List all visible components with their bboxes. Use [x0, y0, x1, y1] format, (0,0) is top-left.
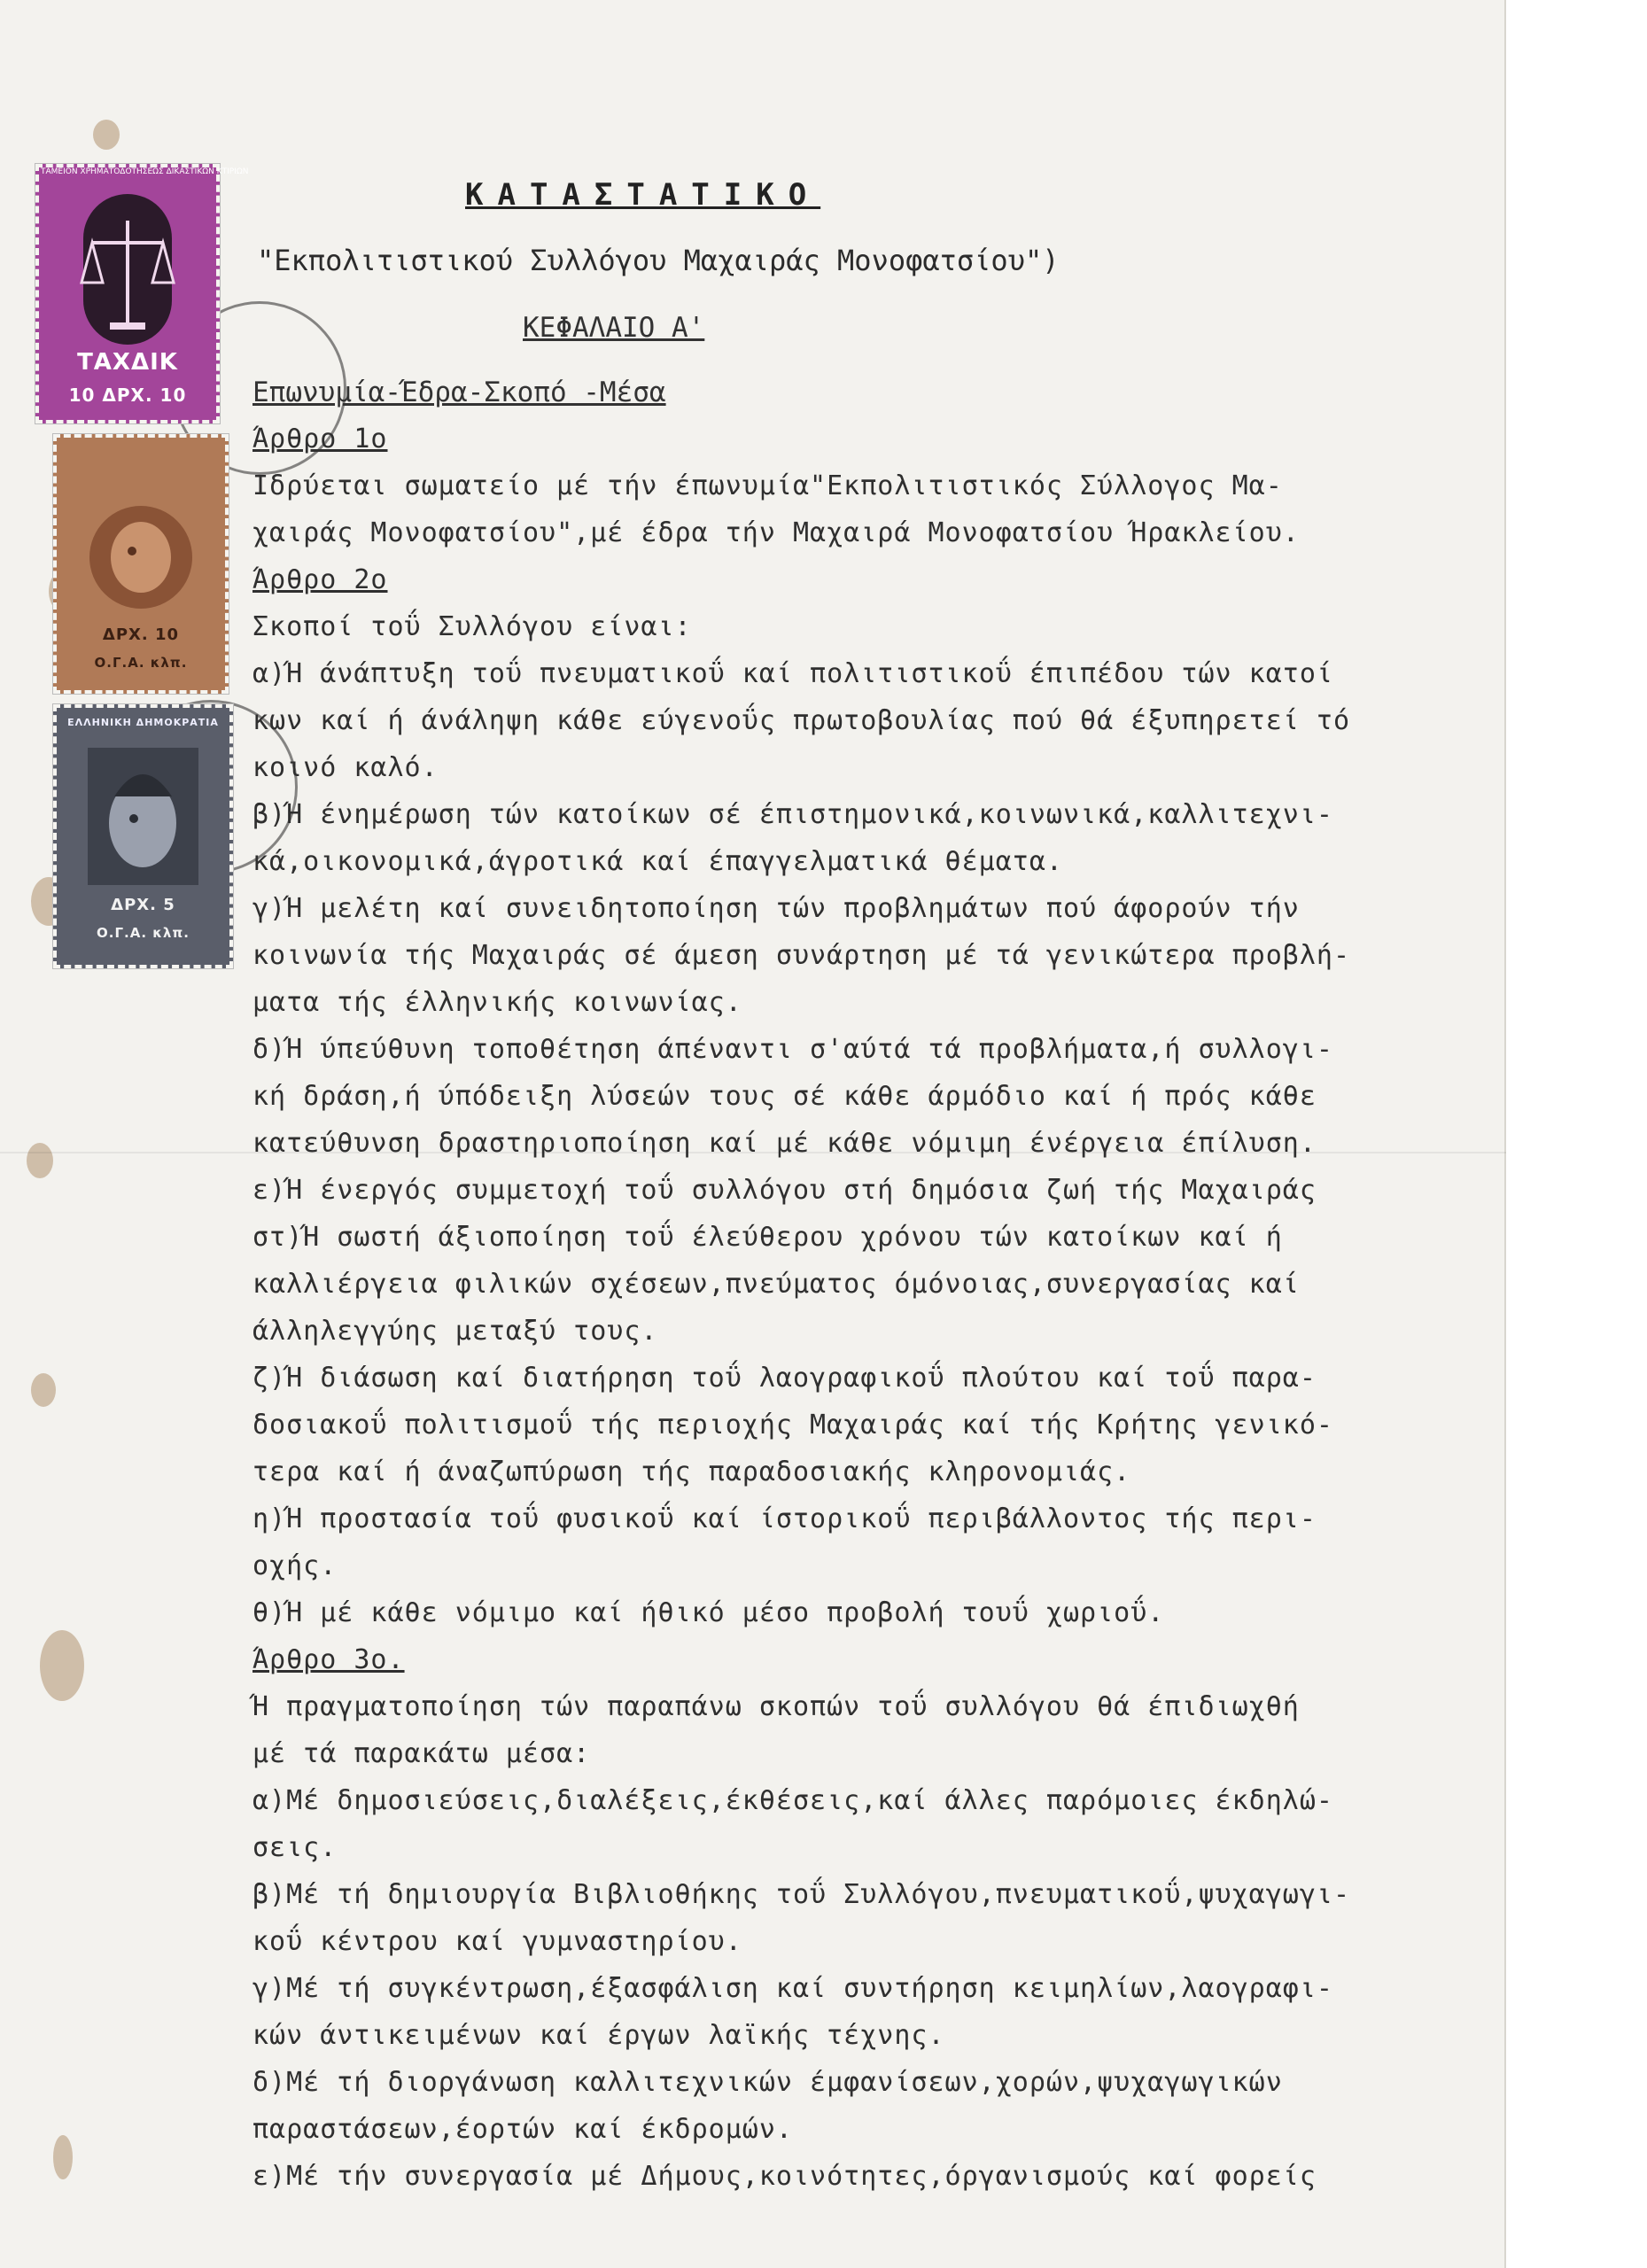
- body-line: η)Ή προστασία τοΰ φυσικοΰ καί ίστορικοΰ περιβάλλοντος τής περι-: [252, 1503, 1317, 1534]
- document-subtitle: "Εκπολιτιστικού Συλλόγου Μαχαιράς Μονοφατσίου"): [257, 244, 1060, 277]
- body-line: άλληλεγγύης μεταξύ τους.: [252, 1316, 658, 1347]
- body-line: γ)Ή μελέτη καί συνειδητοποίηση τών προβλημάτων πού άφορούν τήν: [252, 893, 1300, 924]
- body-line: κών άντικειμένων καί έργων λαϊκής τέχνης.: [252, 2020, 945, 2051]
- stamp-label: ΔΡΧ. 5: [111, 896, 175, 914]
- oga-stamp-5: [53, 704, 233, 968]
- body-line: κων καί ή άνάληψη κάθε εύγενοΰς πρωτοβουλίας πού θά έξυπηρετεί τό: [252, 705, 1350, 736]
- scales-of-justice-icon: [74, 194, 181, 345]
- foxing-mark: [27, 1143, 53, 1178]
- body-line: ε)Μέ τήν συνεργασία μέ Δήμους,κοινότητες,όργανισμούς καί φορείς: [252, 2161, 1317, 2192]
- body-line: κή δράση,ή ύπόδειξη λύσεών τους σέ κάθε άρμόδιο καί ή πρός κάθε: [252, 1081, 1317, 1112]
- body-line: ζ)Ή διάσωση καί διατήρηση τοΰ λαογραφικοΰ πλούτου καί τοΰ παρα-: [252, 1363, 1317, 1394]
- body-line: κατεύθυνση δραστηριοποίηση καί μέ κάθε νόμιμη ένέργεια έπίλυση.: [252, 1128, 1317, 1159]
- body-line: κοΰ κέντρου καί γυμναστηρίου.: [252, 1926, 742, 1957]
- body-line: ματα τής έλληνικής κοινωνίας.: [252, 987, 742, 1018]
- article-heading: Άρθρο 3ο.: [252, 1644, 405, 1675]
- stamp-sub: Ο.Γ.Α. κλπ.: [97, 925, 190, 941]
- stamp-label: ΤΑΧΔΙΚ: [77, 349, 178, 376]
- body-line: κοινωνία τής Μαχαιράς σέ άμεση συνάρτηση μέ τά γενικώτερα προβλή-: [252, 940, 1350, 971]
- body-line: ε)Ή ένεργός συμμετοχή τοΰ συλλόγου στή δημόσια ζωή τής Μαχαιράς: [252, 1175, 1317, 1206]
- body-line: θ)Ή μέ κάθε νόμιμο καί ήθικό μέσο προβολή τουΰ χωριοΰ.: [252, 1597, 1165, 1628]
- foxing-mark: [93, 120, 120, 150]
- body-line: κά,οικονομικά,άγροτικά καί έπαγγελματικά θέματα.: [252, 846, 1063, 877]
- section-heading: Επωνυμία-Έδρα-Σκοπό -Μέσα: [252, 377, 666, 408]
- body-line: καλλιέργεια φιλικών σχέσεων,πνεύματος όμόνοιας,συνεργασίας καί: [252, 1269, 1300, 1300]
- stamp-edge-text: ΤΑΜΕΙΟΝ ΧΡΗΜΑΤΟΔΟΤΗΣΕΩΣ ΔΙΚΑΣΤΙΚΩΝ ΚΤΙΡΙΩΝ: [41, 167, 249, 176]
- body-line: στ)Ή σωστή άξιοποίηση τοΰ έλεύθερου χρόνου τών κατοίκων καί ή: [252, 1222, 1283, 1253]
- article-heading: Άρθρο 1ο: [252, 423, 388, 454]
- body-line: Σκοποί τοΰ Συλλόγου είναι:: [252, 611, 692, 642]
- body-line: α)Ή άνάπτυξη τοΰ πνευματικοΰ καί πολιτιστικοΰ έπιπέδου τών κατοί: [252, 658, 1333, 689]
- foxing-mark: [53, 2135, 73, 2179]
- body-line: β)Ή ένημέρωση τών κατοίκων σέ έπιστημονικά,κοινωνικά,καλλιτεχνι-: [252, 799, 1333, 830]
- body-line: μέ τά παρακάτω μέσα:: [252, 1738, 591, 1769]
- body-line: χαιράς Μονοφατσίου",μέ έδρα τήν Μαχαιρά Μονοφατσίου Ήρακλείου.: [252, 517, 1300, 548]
- article-heading: Άρθρο 2ο: [252, 564, 388, 595]
- body-line: Ιδρύεται σωματείο μέ τήν έπωνυμία"Εκπολιτιστικός Σύλλογος Μα-: [252, 470, 1283, 501]
- body-line: β)Μέ τή δημιουργία Βιβλιοθήκης τοΰ Συλλόγου,πνευματικοΰ,ψυχαγωγι-: [252, 1879, 1350, 1910]
- body-line: τερα καί ή άναζωπύρωση τής παραδοσιακής κληρονομιάς.: [252, 1456, 1131, 1487]
- foxing-mark: [40, 1630, 84, 1701]
- document-title: ΚΑΤΑΣΤΑΤΙΚΟ: [465, 177, 821, 213]
- stamp-label: ΔΡΧ. 10: [102, 625, 180, 644]
- stamp-sub: Ο.Γ.Α. κλπ.: [94, 655, 188, 671]
- body-line: δ)Ή ύπεύθυνη τοποθέτηση άπέναντι σ'αύτά τά προβλήματα,ή συλλογι-: [252, 1034, 1333, 1065]
- body-line: δ)Μέ τή διοργάνωση καλλιτεχνικών έμφανίσεων,χορών,ψυχαγωγικών: [252, 2067, 1283, 2098]
- body-line: α)Μέ δημοσιεύσεις,διαλέξεις,έκθέσεις,καί άλλες παρόμοιες έκδηλώ-: [252, 1785, 1333, 1816]
- body-line: σεις.: [252, 1832, 338, 1863]
- foxing-mark: [31, 1373, 56, 1407]
- body-line: οχής.: [252, 1550, 338, 1581]
- body-line: δοσιακοΰ πολιτισμοΰ τής περιοχής Μαχαιράς καί τής Κρήτης γενικό-: [252, 1410, 1333, 1441]
- body-line: κοινό καλό.: [252, 752, 439, 783]
- oga-stamp-10: [53, 434, 229, 694]
- tameion-stamp: [35, 164, 249, 423]
- stamp-value: 10 ΔΡΧ. 10: [68, 384, 187, 406]
- body-line: γ)Μέ τή συγκέντρωση,έξασφάλιση καί συντήρηση κειμηλίων,λαογραφι-: [252, 1973, 1333, 2004]
- body-line: παραστάσεων,έορτών καί έκδρομών.: [252, 2114, 793, 2145]
- stamp-edge-text: ΕΛΛΗΝΙΚΗ ΔΗΜΟΚΡΑΤΙΑ: [67, 717, 219, 728]
- warrior-head-icon: [88, 748, 198, 885]
- chapter-heading: ΚΕΦΑΛΑΙΟ Α': [523, 312, 705, 344]
- body-line: Ή πραγματοποίηση τών παραπάνω σκοπών τοΰ συλλόγου θά έπιδιωχθή: [252, 1691, 1300, 1722]
- hermes-head-icon: [88, 500, 194, 615]
